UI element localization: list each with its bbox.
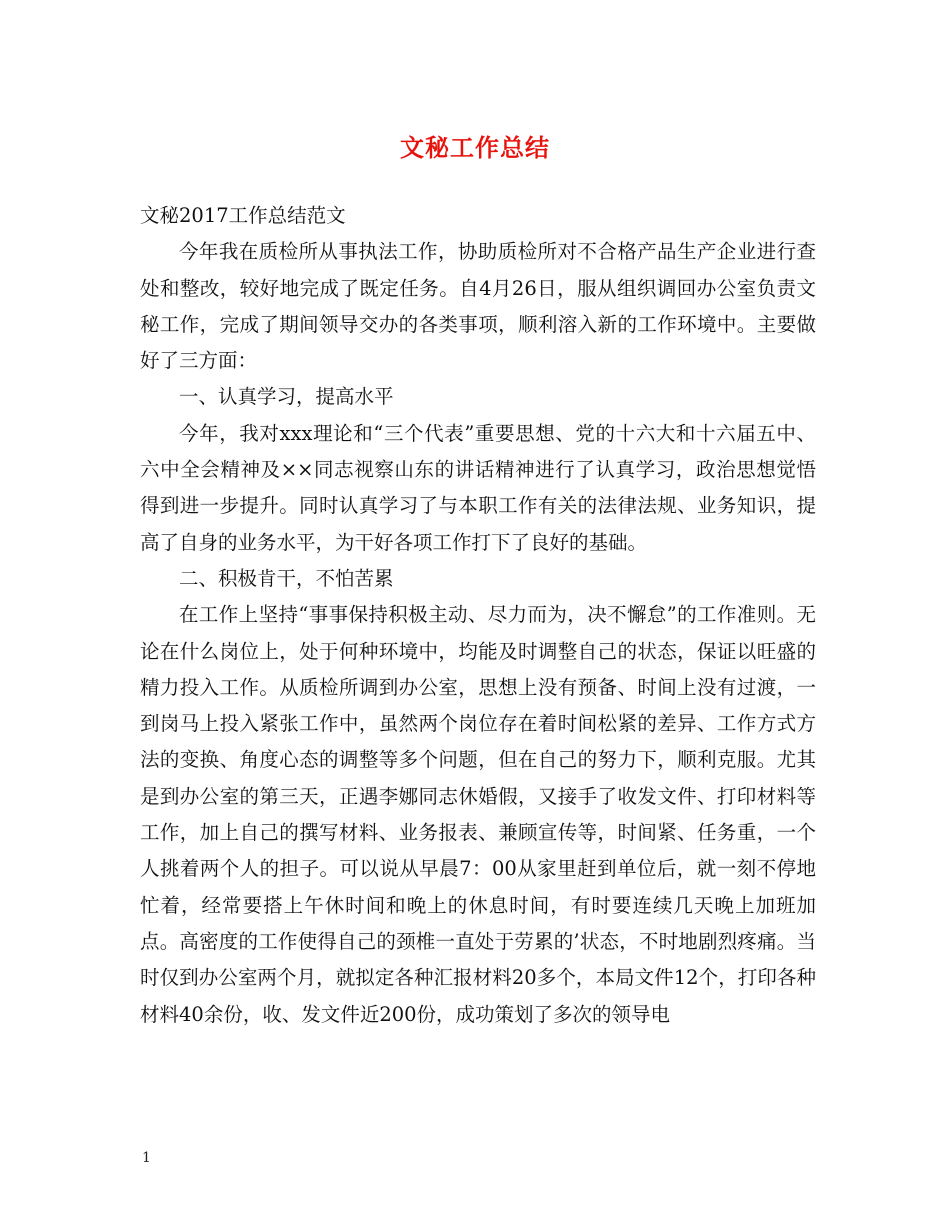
paragraph-intro: 今年我在质检所从事执法工作，协助质检所对不合格产品生产企业进行查处和整改，较好地完成了既定任务。自4月26日，服从组织调回办公室负责文秘工作，完成了期间领导交办的各类事项，顺利溶入新的工作环境中。主要做好了三方面： xyxy=(140,240,816,373)
document-subtitle: 文秘2017工作总结范文 xyxy=(140,204,346,227)
document-body xyxy=(140,198,816,1033)
paragraph-work: 在工作上坚持“事事保持积极主动、尽力而为，决不懈怠”的工作准则。无论在什么岗位上，处于何种环境中，均能及时调整自己的状态，保证以旺盛的精力投入工作。从质检所调到办公室，思想上没有预备、时间上没有过渡，一到岗马上投入紧张工作中，虽然两个岗位存在着时间松紧的差异、工作方式方法的变换、角度心态的调整等多个问题，但在自己的努力下，顺利克服。尤其是到办公室的第三天，正遇李娜同志休婚假，又接手了收发文件、打印材料等工作，加上自己的撰写材料、业务报表、兼顾宣传等，时间紧、任务重，一个人挑着两个人的担子。可以说从早晨7：00从家里赶到单位后，就一刻不停地忙着，经常要搭上午休时间和晚上的休息时间，有时要连续几天晚上加班加点。高密度的工作使得自己的颈椎一直处于劳累的’状态，不时地剧烈疼痛。当时仅到办公室两个月，就拟定各种汇报材料20多个，本局文件12个，打印各种材料40余份，收、发文件近200份，成功策划了多次的领导电 xyxy=(140,603,816,1026)
document-title: 文秘工作总结 xyxy=(400,133,550,162)
section-heading-2: 二、积极肯干，不怕苦累 xyxy=(179,566,394,590)
section-heading-1: 一、认真学习，提高水平 xyxy=(179,385,394,409)
paragraph-study: 今年，我对xxx理论和“三个代表”重要思想、党的十六大和十六届五中、六中全会精神及××同志视察山东的讲话精神进行了认真学习，政治思想觉悟得到进一步提升。同时认真学习了与本职工作有关的法律法规、业务知识，提高了自身的业务水平，为干好各项工作打下了良好的基础。 xyxy=(140,421,816,554)
page-number: 1 xyxy=(142,1150,151,1166)
